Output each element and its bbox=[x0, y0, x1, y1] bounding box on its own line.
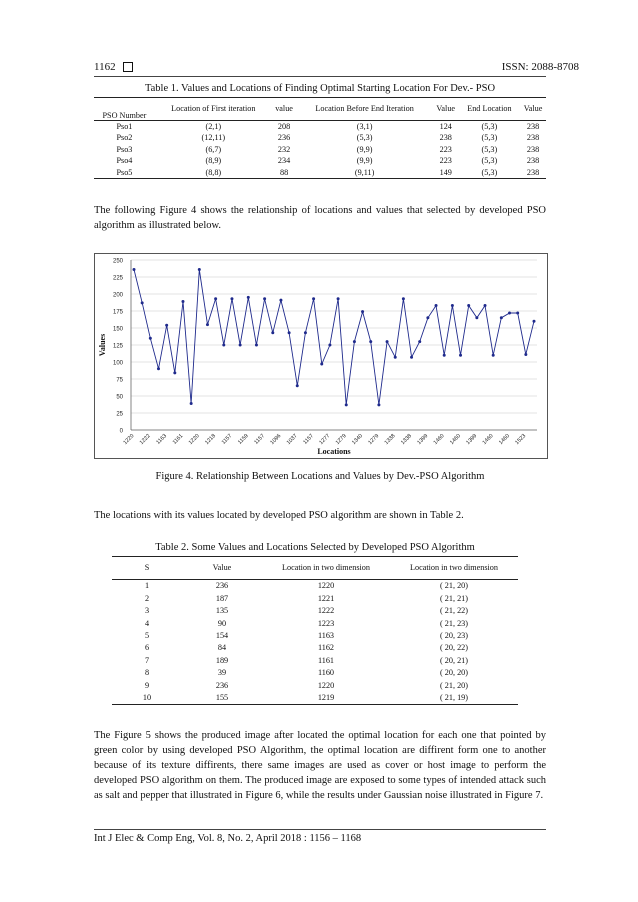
table-cell: 154 bbox=[215, 631, 229, 641]
table-cell: (12,11) bbox=[201, 133, 226, 143]
table-row bbox=[112, 679, 518, 691]
data-point bbox=[239, 344, 242, 347]
table-cell: Pso2 bbox=[116, 133, 133, 143]
table-cell: (9,11) bbox=[296, 167, 432, 179]
y-tick-label: 75 bbox=[116, 377, 123, 384]
data-point bbox=[435, 304, 438, 307]
table-cell: (5,3) bbox=[459, 167, 520, 179]
data-point bbox=[386, 340, 389, 343]
y-axis-title: Values bbox=[98, 333, 107, 357]
data-point bbox=[410, 356, 413, 359]
table-row bbox=[112, 642, 518, 654]
table-row bbox=[112, 630, 518, 642]
data-point bbox=[467, 304, 470, 307]
table-cell: 238 bbox=[520, 167, 546, 179]
table-cell: 1163 bbox=[317, 631, 335, 641]
table2 bbox=[112, 556, 518, 705]
x-tick-label: 1460 bbox=[449, 433, 462, 447]
table-cell: 187 bbox=[215, 593, 229, 603]
table-cell: 238 bbox=[526, 144, 540, 154]
data-point bbox=[524, 353, 527, 356]
data-point bbox=[304, 331, 307, 334]
data-point bbox=[475, 316, 478, 319]
table-cell: ( 21, 21) bbox=[440, 593, 468, 603]
page-number: 1162 bbox=[94, 61, 116, 73]
table-cell: 4 bbox=[144, 618, 150, 628]
table-cell: 155 bbox=[182, 692, 262, 705]
table1-header: Value bbox=[520, 98, 546, 121]
x-tick-label: 1220 bbox=[122, 433, 136, 447]
table-row bbox=[112, 692, 518, 705]
table-row bbox=[112, 605, 518, 617]
x-tick-label: 1460 bbox=[432, 433, 446, 447]
x-tick-label: 1159 bbox=[237, 433, 250, 446]
table2-header: S bbox=[112, 557, 182, 580]
table-cell: 1 bbox=[144, 581, 150, 591]
table-row bbox=[112, 667, 518, 679]
table-cell: (5,3) bbox=[356, 133, 373, 143]
table-cell: 2 bbox=[144, 593, 150, 603]
table-cell: 10 bbox=[112, 692, 182, 705]
x-tick-label: 1163 bbox=[155, 433, 169, 446]
x-tick-label: 1460 bbox=[481, 433, 495, 447]
x-axis-title: Locations bbox=[317, 447, 351, 456]
table-cell: ( 20, 20) bbox=[440, 668, 468, 678]
table-cell: 236 bbox=[215, 680, 229, 690]
data-point bbox=[230, 297, 233, 300]
table-cell: ( 21, 23) bbox=[440, 618, 468, 628]
table-cell: 3 bbox=[144, 606, 150, 616]
x-tick-label: 1399 bbox=[416, 433, 430, 447]
table-cell: (8,8) bbox=[155, 167, 272, 179]
table-row bbox=[94, 167, 546, 179]
table1-header: Value bbox=[433, 98, 459, 121]
figure4-caption: Figure 4. Relationship Between Locations and Values by Dev.-PSO Algorithm bbox=[155, 471, 485, 482]
data-point bbox=[418, 340, 421, 343]
header-rule bbox=[94, 76, 546, 77]
data-point bbox=[214, 297, 217, 300]
footer-rule bbox=[94, 829, 546, 830]
table-cell: 1219 bbox=[262, 692, 390, 705]
table-cell: 208 bbox=[277, 121, 291, 131]
data-point bbox=[508, 312, 511, 315]
table-cell: ( 21, 19) bbox=[390, 692, 518, 705]
table-cell: (6,7) bbox=[205, 144, 222, 154]
table-cell: (5,3) bbox=[481, 121, 498, 131]
table-cell: Pso5 bbox=[94, 167, 155, 179]
x-tick-label: 1222 bbox=[138, 433, 152, 447]
table-cell: 1222 bbox=[317, 606, 335, 616]
table-cell: 88 bbox=[272, 167, 297, 179]
data-point bbox=[279, 299, 282, 302]
table1-header: Location Before End Iteration bbox=[296, 98, 432, 121]
table-row bbox=[112, 580, 518, 593]
x-tick-label: 1460 bbox=[498, 433, 511, 447]
table-cell: 1162 bbox=[317, 643, 335, 653]
y-tick-label: 250 bbox=[112, 258, 123, 265]
data-point bbox=[394, 356, 397, 359]
table-cell: ( 20, 23) bbox=[440, 631, 468, 641]
data-point bbox=[402, 297, 405, 300]
table-cell: Pso1 bbox=[116, 121, 133, 131]
data-point bbox=[459, 354, 462, 357]
data-point bbox=[320, 363, 323, 366]
table-cell: 234 bbox=[277, 156, 291, 166]
table-cell: 1161 bbox=[317, 655, 335, 665]
data-point bbox=[451, 304, 454, 307]
table-row bbox=[112, 654, 518, 666]
issn: ISSN: 2088-8708 bbox=[501, 61, 579, 73]
table2-header: Location in two dimension bbox=[390, 557, 518, 580]
y-tick-label: 50 bbox=[116, 394, 123, 401]
data-point bbox=[149, 337, 152, 340]
table1 bbox=[94, 97, 546, 179]
table-cell: ( 20, 21) bbox=[440, 655, 468, 665]
data-point bbox=[500, 316, 503, 319]
table-cell: ( 20, 22) bbox=[440, 643, 468, 653]
table-cell: (8,9) bbox=[205, 156, 222, 166]
data-point bbox=[247, 296, 250, 299]
table-cell: 236 bbox=[215, 581, 229, 591]
data-point bbox=[288, 331, 291, 334]
table2-header: Location in two dimension bbox=[262, 557, 390, 580]
data-point bbox=[165, 324, 168, 327]
y-tick-label: 175 bbox=[112, 309, 123, 316]
table-cell: 1220 bbox=[317, 581, 335, 591]
table-cell: 223 bbox=[439, 156, 452, 166]
table1-header: value bbox=[272, 98, 297, 121]
table-cell: ( 21, 20) bbox=[440, 680, 468, 690]
table-cell: (5,3) bbox=[481, 156, 498, 166]
x-tick-label: 1279 bbox=[367, 433, 381, 447]
y-tick-label: 0 bbox=[119, 428, 123, 435]
table-cell: 232 bbox=[277, 144, 291, 154]
data-point bbox=[369, 340, 372, 343]
data-point bbox=[443, 354, 446, 357]
footer-citation: Int J Elec & Comp Eng, Vol. 8, No. 2, April 2018 : 1156 – 1168 bbox=[94, 833, 362, 844]
table-cell: 1160 bbox=[317, 668, 335, 678]
x-tick-label: 1523 bbox=[514, 433, 528, 447]
table-cell: (5,3) bbox=[481, 144, 498, 154]
x-tick-label: 1218 bbox=[204, 433, 218, 447]
x-tick-label: 1338 bbox=[383, 433, 397, 447]
table-row bbox=[94, 121, 546, 133]
table-row bbox=[112, 617, 518, 629]
x-tick-label: 1338 bbox=[400, 433, 413, 447]
table-cell: 7 bbox=[144, 655, 150, 665]
data-point bbox=[206, 323, 209, 326]
data-point bbox=[353, 340, 356, 343]
table-cell: 238 bbox=[439, 133, 452, 143]
y-tick-label: 100 bbox=[112, 360, 123, 367]
table-row bbox=[94, 132, 546, 143]
table2-caption: Table 2. Some Values and Locations Selected by Developed PSO Algorithm bbox=[155, 542, 475, 553]
table2-header: Value bbox=[182, 557, 262, 580]
table-cell: 135 bbox=[215, 606, 229, 616]
table-cell: 84 bbox=[217, 643, 227, 653]
data-point bbox=[312, 297, 315, 300]
x-tick-label: 1037 bbox=[285, 433, 299, 447]
table-cell: 238 bbox=[526, 121, 540, 131]
table-cell: 238 bbox=[526, 156, 540, 166]
table-cell: 1221 bbox=[317, 593, 335, 603]
paragraph-3: The Figure 5 shows the produced image after located the optimal location for each one that pointed by green color by using developed PSO Algorithm, the optimal location are diffirent form one to another because of its texture diffirents, there same images are used as cover or host image to perform the developed PSO algorithm on them. The produced image are exposed to some types of intended attack such as salt and pepper that illustrated in Figure 6, while the results under Gaussian noise illustrated in Figure 7. bbox=[94, 730, 546, 801]
table-cell: 39 bbox=[217, 668, 227, 678]
data-point bbox=[361, 310, 364, 313]
paragraph-1: The following Figure 4 shows the relationship of locations and values that selected by developed PSO algorithm as illustrated below. bbox=[94, 205, 546, 231]
data-point bbox=[328, 344, 331, 347]
table-cell: (2,1) bbox=[205, 121, 222, 131]
table-cell: 1223 bbox=[317, 618, 335, 628]
y-tick-label: 225 bbox=[112, 275, 123, 282]
data-point bbox=[484, 304, 487, 307]
data-point bbox=[190, 402, 193, 405]
table-cell: Pso3 bbox=[116, 144, 133, 154]
y-tick-label: 125 bbox=[112, 343, 123, 350]
table-cell: 223 bbox=[439, 144, 452, 154]
data-point bbox=[181, 300, 184, 303]
paragraph-2: The locations with its values located by developed PSO algorithm are shown in Table 2. bbox=[94, 510, 464, 521]
table-cell: 90 bbox=[217, 618, 227, 628]
table-row bbox=[94, 155, 546, 166]
table-cell: (9,9) bbox=[356, 144, 373, 154]
table1-header: PSO Number bbox=[94, 98, 155, 121]
data-point bbox=[345, 403, 348, 406]
data-point bbox=[173, 371, 176, 374]
data-point bbox=[377, 403, 380, 406]
data-point bbox=[296, 384, 299, 387]
x-tick-label: 1096 bbox=[269, 433, 283, 447]
table-cell: 236 bbox=[277, 133, 291, 143]
data-point bbox=[271, 331, 274, 334]
line-chart bbox=[95, 254, 547, 458]
table-cell: 8 bbox=[144, 668, 150, 678]
table-cell: ( 21, 20) bbox=[440, 581, 468, 591]
table-cell: 5 bbox=[144, 631, 150, 641]
table-cell: 6 bbox=[144, 643, 150, 653]
checkbox-icon bbox=[123, 62, 133, 72]
y-tick-label: 25 bbox=[116, 411, 123, 418]
x-tick-label: 1157 bbox=[302, 433, 316, 446]
data-point bbox=[337, 297, 340, 300]
data-point bbox=[198, 268, 201, 271]
data-point bbox=[426, 316, 429, 319]
data-point bbox=[533, 320, 536, 323]
table-cell: Pso4 bbox=[116, 156, 133, 166]
data-point bbox=[516, 312, 519, 315]
data-point bbox=[263, 297, 266, 300]
x-tick-label: 1277 bbox=[318, 433, 332, 447]
table-cell: 1220 bbox=[317, 680, 335, 690]
table-cell: ( 21, 22) bbox=[440, 606, 468, 616]
data-point bbox=[157, 367, 160, 370]
data-point bbox=[255, 344, 258, 347]
table-cell: (5,3) bbox=[481, 133, 498, 143]
table-cell: 149 bbox=[433, 167, 459, 179]
data-point bbox=[141, 301, 144, 304]
x-tick-label: 1220 bbox=[187, 433, 201, 447]
data-point bbox=[492, 354, 495, 357]
x-tick-label: 1399 bbox=[465, 433, 479, 447]
x-tick-label: 1340 bbox=[351, 433, 364, 447]
x-tick-label: 1157 bbox=[253, 433, 267, 446]
x-tick-label: 1279 bbox=[334, 433, 348, 447]
y-tick-label: 150 bbox=[112, 326, 123, 333]
table1-header: End Location bbox=[459, 98, 520, 121]
series-line bbox=[134, 270, 534, 405]
x-tick-label: 1161 bbox=[171, 433, 185, 446]
table-row bbox=[94, 144, 546, 155]
table-cell: 124 bbox=[439, 121, 452, 131]
data-point bbox=[133, 268, 136, 271]
y-tick-label: 200 bbox=[112, 292, 123, 299]
figure-4-chart bbox=[94, 253, 548, 459]
table-cell: 238 bbox=[526, 133, 540, 143]
table1-caption: Table 1. Values and Locations of Finding Optimal Starting Location For Dev.- PSO bbox=[144, 83, 496, 94]
data-point bbox=[222, 344, 225, 347]
table-cell: (9,9) bbox=[356, 156, 373, 166]
table-cell: 189 bbox=[215, 655, 229, 665]
table-cell: (3,1) bbox=[356, 121, 373, 131]
table-cell: 9 bbox=[144, 680, 150, 690]
x-tick-label: 1157 bbox=[220, 433, 234, 446]
table1-header: Location of First iteration bbox=[155, 98, 272, 121]
table-row bbox=[112, 592, 518, 604]
